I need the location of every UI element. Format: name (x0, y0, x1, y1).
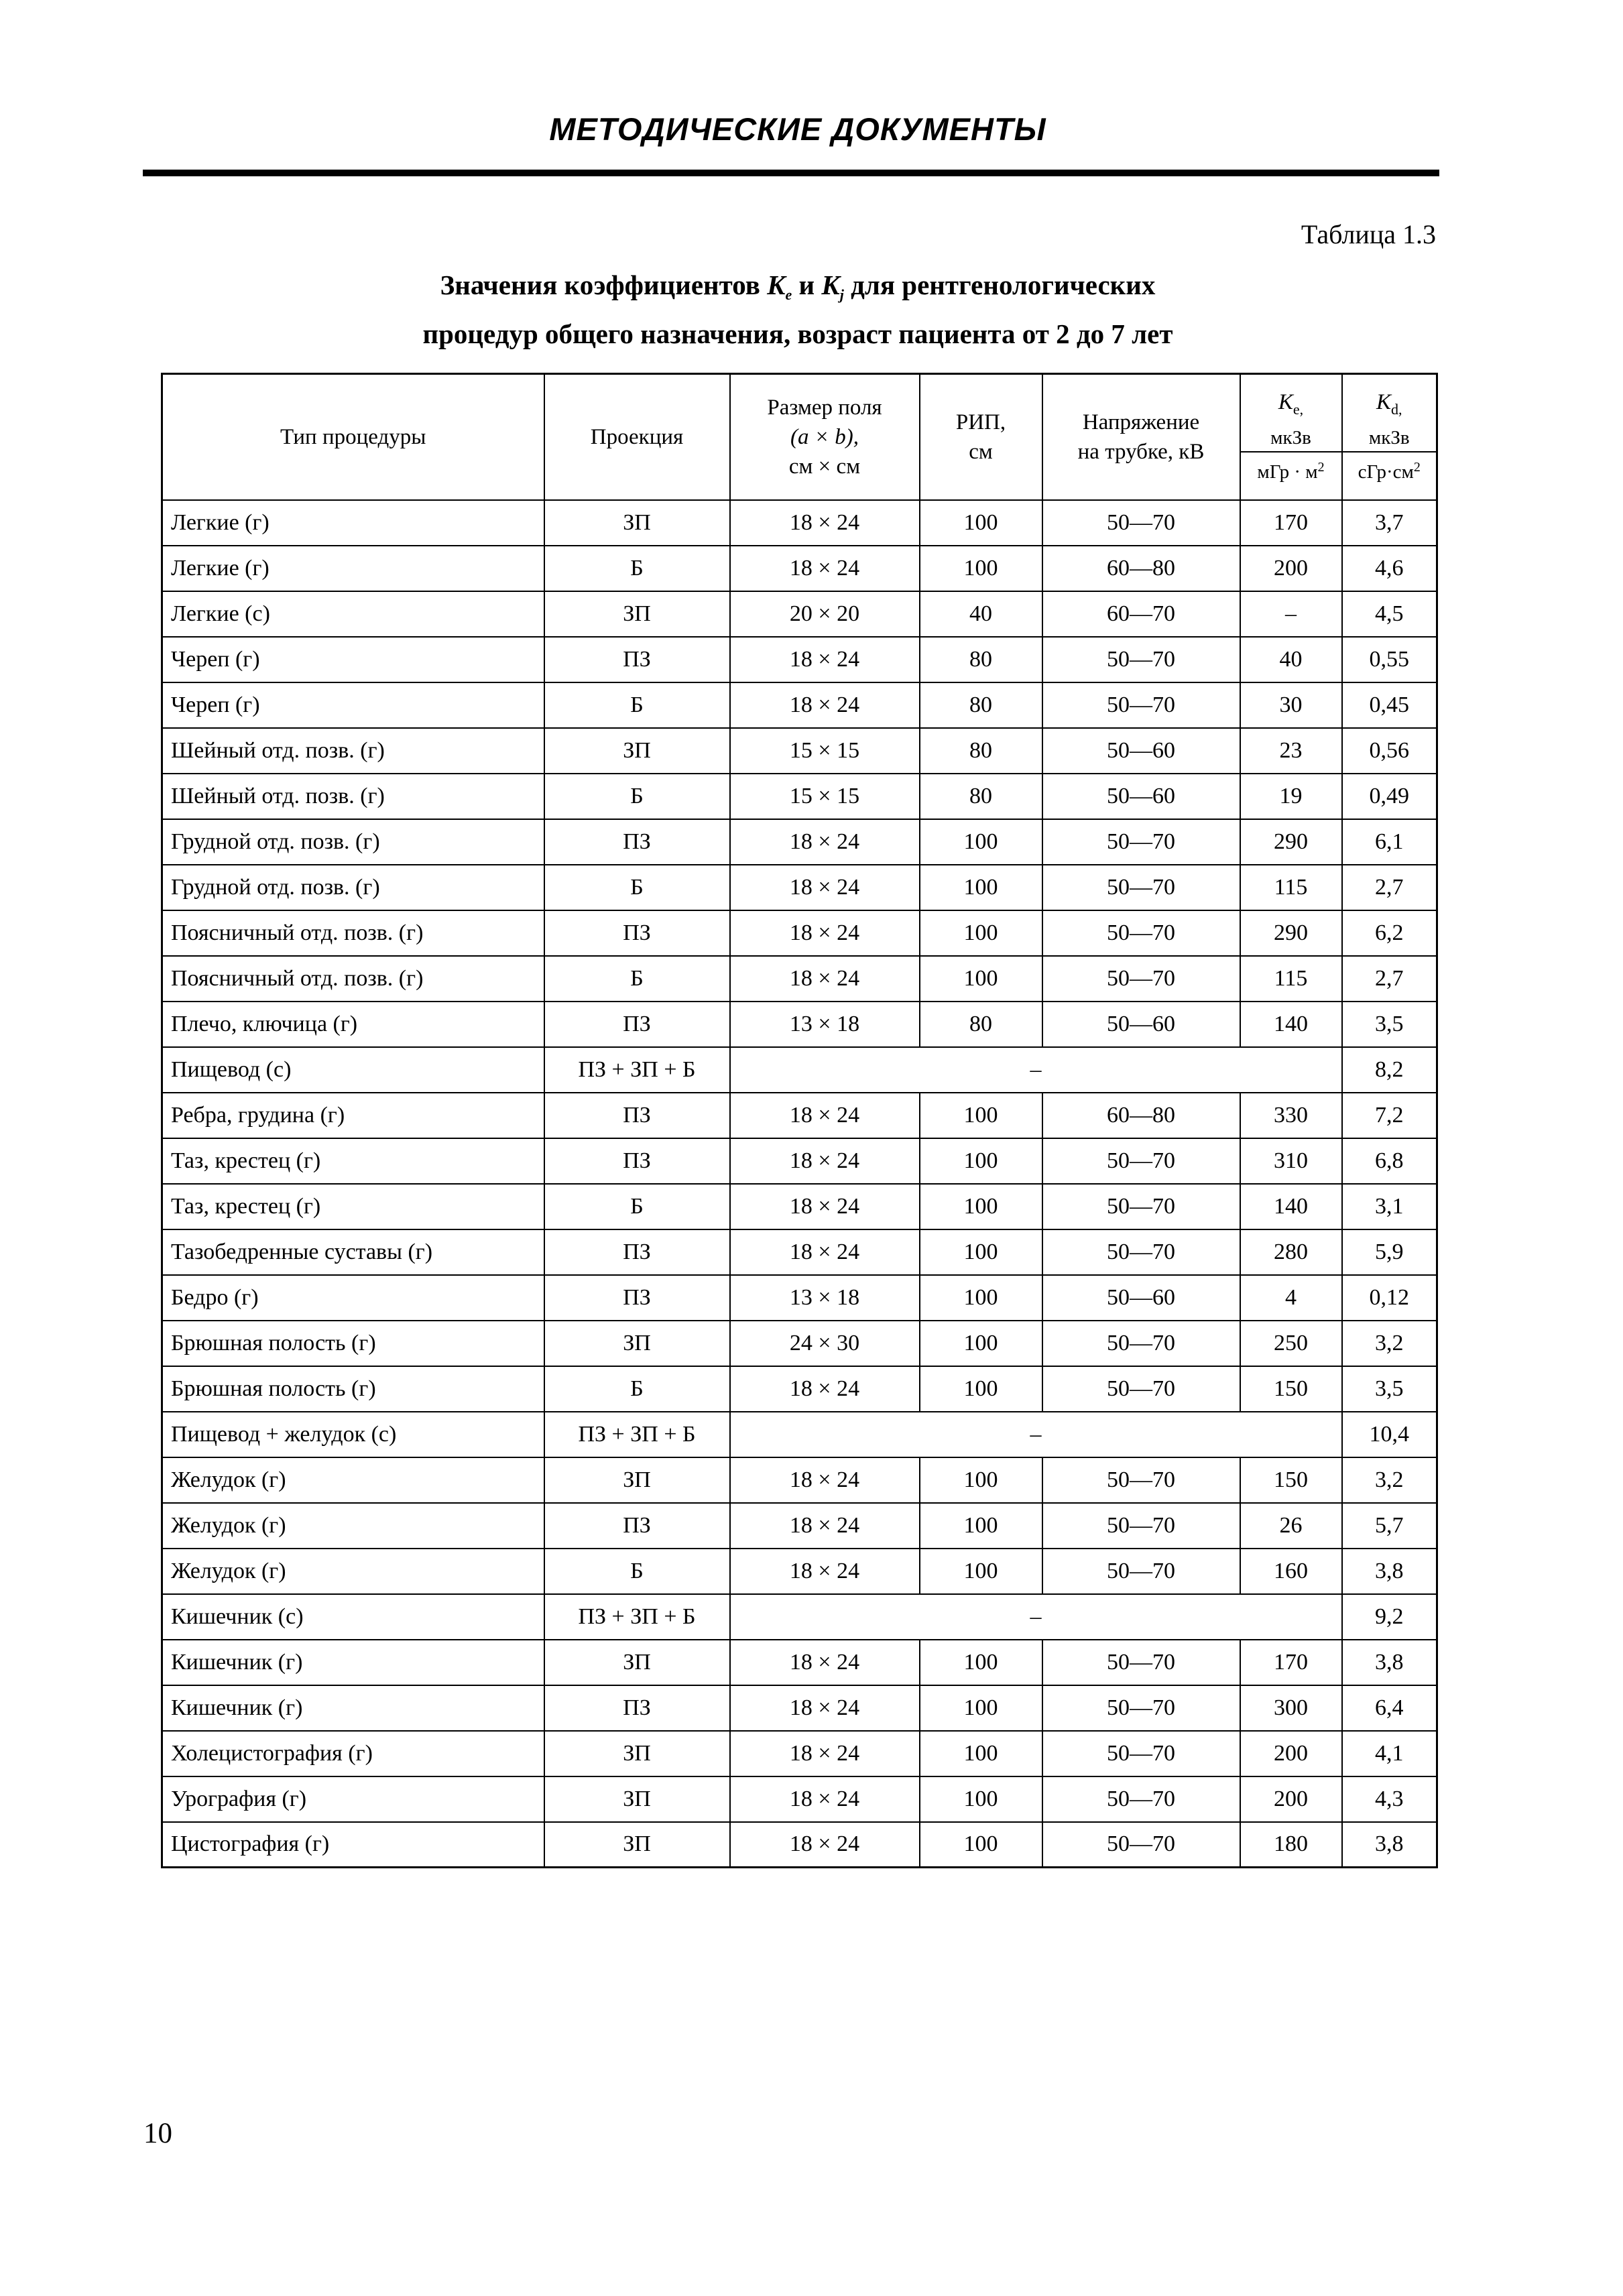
procedure-cell: Желудок (г) (162, 1457, 544, 1503)
table-cell: ПЗ (544, 1229, 730, 1275)
procedure-cell: Кишечник (г) (162, 1685, 544, 1731)
table-cell: ЗП (544, 1731, 730, 1776)
table-header (162, 374, 1437, 500)
table-cell: 100 (920, 1138, 1042, 1184)
table-cell: 50—70 (1042, 1503, 1240, 1549)
table-cell: 4,6 (1342, 546, 1437, 591)
table-cell: ЗП (544, 728, 730, 774)
table-cell: 290 (1240, 910, 1342, 956)
table-cell: 0,49 (1342, 774, 1437, 819)
table-cell: 50—70 (1042, 1366, 1240, 1412)
table-cell: 100 (920, 500, 1042, 546)
table-cell: ЗП (544, 1321, 730, 1366)
table-cell: 50—70 (1042, 1685, 1240, 1731)
table-cell: 20 × 20 (730, 591, 920, 637)
table-cell: 100 (920, 865, 1042, 910)
table-cell: 18 × 24 (730, 682, 920, 728)
table-row (162, 1275, 1437, 1321)
table-row (162, 1184, 1437, 1229)
table-cell: 4,5 (1342, 591, 1437, 637)
table-cell: 50—70 (1042, 682, 1240, 728)
table-cell: 13 × 18 (730, 1002, 920, 1047)
table-cell: 60—80 (1042, 546, 1240, 591)
table-cell: 60—80 (1042, 1093, 1240, 1138)
table-cell: 8,2 (1342, 1047, 1437, 1093)
table-row (162, 728, 1437, 774)
table-row (162, 1093, 1437, 1138)
table-cell: Б (544, 865, 730, 910)
table-cell: ЗП (544, 1457, 730, 1503)
table-cell: ПЗ (544, 1685, 730, 1731)
table-row (162, 1822, 1437, 1868)
table-cell: 60—70 (1042, 591, 1240, 637)
procedure-cell: Ребра, грудина (г) (162, 1093, 544, 1138)
table-row (162, 1366, 1437, 1412)
table-cell: 18 × 24 (730, 956, 920, 1002)
procedure-cell: Брюшная полость (г) (162, 1366, 544, 1412)
table-row (162, 1138, 1437, 1184)
table-cell: 150 (1240, 1366, 1342, 1412)
table-row (162, 1640, 1437, 1685)
table-cell: 200 (1240, 1731, 1342, 1776)
table-cell: ПЗ + ЗП + Б (544, 1594, 730, 1640)
rip-line1: РИП, (955, 410, 1006, 434)
procedure-cell: Пищевод + желудок (с) (162, 1412, 544, 1457)
table-cell: 10,4 (1342, 1412, 1437, 1457)
table-cell: 50—70 (1042, 1640, 1240, 1685)
table-row (162, 774, 1437, 819)
table-cell: Б (544, 956, 730, 1002)
table-row (162, 591, 1437, 637)
table-cell: 3,2 (1342, 1457, 1437, 1503)
col-header-voltage (1042, 374, 1240, 500)
kd-header-fraction (1343, 375, 1437, 499)
table-cell: 50—70 (1042, 1184, 1240, 1229)
table-cell: 23 (1240, 728, 1342, 774)
table-cell: 100 (920, 956, 1042, 1002)
table-row (162, 865, 1437, 910)
table-row (162, 1457, 1437, 1503)
table-cell: ЗП (544, 1822, 730, 1868)
table-cell: 6,8 (1342, 1138, 1437, 1184)
table-cell: 18 × 24 (730, 1457, 920, 1503)
table-row (162, 1776, 1437, 1822)
table-cell: 50—70 (1042, 910, 1240, 956)
table-cell: 170 (1240, 1640, 1342, 1685)
table-cell: 100 (920, 1776, 1042, 1822)
table-cell: 3,5 (1342, 1366, 1437, 1412)
table-cell: 3,8 (1342, 1640, 1437, 1685)
table-cell: 4 (1240, 1275, 1342, 1321)
col-header-kd (1342, 374, 1437, 500)
procedure-cell: Легкие (с) (162, 591, 544, 637)
procedure-cell: Поясничный отд. позв. (г) (162, 910, 544, 956)
table-cell: – (1240, 591, 1342, 637)
table-cell: Б (544, 1184, 730, 1229)
table-row (162, 637, 1437, 682)
table-cell: 0,56 (1342, 728, 1437, 774)
table-cell: 100 (920, 546, 1042, 591)
table-cell: 18 × 24 (730, 1822, 920, 1868)
table-cell: 80 (920, 1002, 1042, 1047)
table-number-label: Таблица 1.3 (1301, 219, 1436, 249)
procedure-cell: Кишечник (с) (162, 1594, 544, 1640)
table-cell: ПЗ (544, 819, 730, 865)
table-cell: 100 (920, 1366, 1042, 1412)
table-cell: 18 × 24 (730, 1138, 920, 1184)
procedure-cell: Плечо, ключица (г) (162, 1002, 544, 1047)
procedure-cell: Грудной отд. позв. (г) (162, 865, 544, 910)
table-cell: 18 × 24 (730, 1685, 920, 1731)
table-cell: 24 × 30 (730, 1321, 920, 1366)
table-cell: 0,55 (1342, 637, 1437, 682)
table-row (162, 1685, 1437, 1731)
table-cell: 50—70 (1042, 637, 1240, 682)
table-row (162, 500, 1437, 546)
table-row (162, 1002, 1437, 1047)
table-cell: Б (544, 1549, 730, 1594)
table-cell: 2,7 (1342, 956, 1437, 1002)
table-cell: 300 (1240, 1685, 1342, 1731)
document-section-header: МЕТОДИЧЕСКИЕ ДОКУМЕНТЫ (549, 111, 1046, 147)
ke-header-fraction (1241, 375, 1341, 499)
table-cell: 80 (920, 637, 1042, 682)
table-cell: 100 (920, 1229, 1042, 1275)
procedure-cell: Таз, крестец (г) (162, 1138, 544, 1184)
table-cell: 50—70 (1042, 1138, 1240, 1184)
table-row (162, 910, 1437, 956)
field-size-line3: см × см (788, 454, 861, 479)
table-cell: 18 × 24 (730, 1640, 920, 1685)
table-cell: 310 (1240, 1138, 1342, 1184)
table-cell: 50—60 (1042, 1002, 1240, 1047)
table-row (162, 1594, 1437, 1640)
table-cell: ЗП (544, 1776, 730, 1822)
table-cell: 160 (1240, 1549, 1342, 1594)
table-cell: 18 × 24 (730, 500, 920, 546)
procedure-cell: Череп (г) (162, 682, 544, 728)
table-cell: 40 (920, 591, 1042, 637)
table-cell: ЗП (544, 500, 730, 546)
table-cell: 200 (1240, 546, 1342, 591)
ke-denominator: мГр · $м^2$ (1241, 451, 1341, 487)
table-cell: ЗП (544, 1640, 730, 1685)
table-cell: 50—70 (1042, 956, 1240, 1002)
table-cell: 100 (920, 1184, 1042, 1229)
table-cell: 13 × 18 (730, 1275, 920, 1321)
table-cell: 3,1 (1342, 1184, 1437, 1229)
voltage-line2: на трубке, кВ (1077, 439, 1205, 464)
table-cell: 26 (1240, 1503, 1342, 1549)
table-body (162, 500, 1437, 1868)
table-cell: 18 × 24 (730, 1229, 920, 1275)
table-row (162, 956, 1437, 1002)
table-cell: 7,2 (1342, 1093, 1437, 1138)
table-cell: 140 (1240, 1002, 1342, 1047)
table-cell: 18 × 24 (730, 910, 920, 956)
table-cell: 50—70 (1042, 1549, 1240, 1594)
table-cell: 18 × 24 (730, 1731, 920, 1776)
header-row (162, 374, 1437, 500)
table-cell: 18 × 24 (730, 546, 920, 591)
table-cell: ПЗ (544, 1002, 730, 1047)
table-cell: ПЗ (544, 1503, 730, 1549)
table-cell: 9,2 (1342, 1594, 1437, 1640)
table-cell: 200 (1240, 1776, 1342, 1822)
table-cell: 170 (1240, 500, 1342, 546)
table-cell: 18 × 24 (730, 865, 920, 910)
table-cell: 15 × 15 (730, 728, 920, 774)
table-cell: 50—70 (1042, 1229, 1240, 1275)
table-cell: 6,1 (1342, 819, 1437, 865)
col-header-ke (1240, 374, 1342, 500)
procedure-cell: Легкие (г) (162, 546, 544, 591)
table-cell: 180 (1240, 1822, 1342, 1868)
table-cell: 18 × 24 (730, 1366, 920, 1412)
table-cell: 100 (920, 1503, 1042, 1549)
table-row (162, 819, 1437, 865)
table-cell: Б (544, 682, 730, 728)
table-cell: 6,4 (1342, 1685, 1437, 1731)
table-cell: 18 × 24 (730, 819, 920, 865)
table-cell: Б (544, 1366, 730, 1412)
table-cell: 50—70 (1042, 500, 1240, 546)
table-cell: 3,2 (1342, 1321, 1437, 1366)
document-title (107, 265, 1488, 353)
table-cell: 4,3 (1342, 1776, 1437, 1822)
table-cell: 100 (920, 1321, 1042, 1366)
table-cell: 80 (920, 682, 1042, 728)
table-cell: 100 (920, 1731, 1042, 1776)
table-cell: 50—70 (1042, 1776, 1240, 1822)
coefficients-table (161, 373, 1438, 1868)
table-cell: 50—60 (1042, 774, 1240, 819)
title-line2: процедур общего назначения, возраст пациента от 2 до 7 лет (422, 318, 1173, 349)
table-cell: – (730, 1594, 1342, 1640)
field-size-line2: (a × b), (790, 424, 859, 449)
procedure-cell: Пищевод (с) (162, 1047, 544, 1093)
table-row (162, 1412, 1437, 1457)
table-row (162, 682, 1437, 728)
table-cell: 100 (920, 1457, 1042, 1503)
procedure-cell: Желудок (г) (162, 1503, 544, 1549)
table-cell: 18 × 24 (730, 1503, 920, 1549)
table-cell: 4,1 (1342, 1731, 1437, 1776)
ke-symbol: $K_{e,}$ (1278, 389, 1304, 418)
kd-symbol: $K_{d,}$ (1376, 389, 1402, 418)
voltage-line1: Напряжение (1082, 410, 1200, 434)
table-cell: 5,7 (1342, 1503, 1437, 1549)
procedure-cell: Шейный отд. позв. (г) (162, 774, 544, 819)
table-cell: 280 (1240, 1229, 1342, 1275)
table-cell: 50—70 (1042, 1321, 1240, 1366)
table-cell: 150 (1240, 1457, 1342, 1503)
table-cell: 100 (920, 1275, 1042, 1321)
table-cell: 50—70 (1042, 1731, 1240, 1776)
ke-numerator: мкЗв (1270, 426, 1311, 448)
procedure-cell: Череп (г) (162, 637, 544, 682)
procedure-cell: Цистография (г) (162, 1822, 544, 1868)
table-cell: 80 (920, 728, 1042, 774)
table-row (162, 1731, 1437, 1776)
table-cell: 330 (1240, 1093, 1342, 1138)
table-cell: 50—70 (1042, 819, 1240, 865)
table-cell: 140 (1240, 1184, 1342, 1229)
table-row (162, 1549, 1437, 1594)
table-cell: 100 (920, 1093, 1042, 1138)
procedure-cell: Желудок (г) (162, 1549, 544, 1594)
table-cell: Б (544, 546, 730, 591)
table-cell: 100 (920, 910, 1042, 956)
table-cell: 100 (920, 1549, 1042, 1594)
procedure-cell: Тазобедренные суставы (г) (162, 1229, 544, 1275)
table-cell: 50—70 (1042, 1822, 1240, 1868)
table-cell: 3,7 (1342, 500, 1437, 546)
header-divider-rule (143, 170, 1439, 176)
table-cell: ПЗ (544, 910, 730, 956)
field-size-line1: Размер поля (767, 395, 882, 420)
table-cell: – (730, 1047, 1342, 1093)
table-row (162, 546, 1437, 591)
col-header-rip (920, 374, 1042, 500)
table-cell: 100 (920, 1685, 1042, 1731)
table-cell: 0,12 (1342, 1275, 1437, 1321)
col-header-field-size (730, 374, 920, 500)
procedure-cell: Брюшная полость (г) (162, 1321, 544, 1366)
page-number: 10 (143, 2118, 172, 2149)
title-line1: Значения коэффициентов $K_e$ и $K_j$ для рентгенологических (440, 269, 1156, 303)
table-cell: 18 × 24 (730, 1184, 920, 1229)
table-cell: 290 (1240, 819, 1342, 865)
table-cell: 18 × 24 (730, 1093, 920, 1138)
table-cell: – (730, 1412, 1342, 1457)
table-cell: 3,5 (1342, 1002, 1437, 1047)
procedure-cell: Кишечник (г) (162, 1640, 544, 1685)
procedure-cell: Шейный отд. позв. (г) (162, 728, 544, 774)
table-cell: ПЗ (544, 1275, 730, 1321)
table-cell: Б (544, 774, 730, 819)
table-row (162, 1321, 1437, 1366)
table-cell: 100 (920, 1822, 1042, 1868)
procedure-cell: Легкие (г) (162, 500, 544, 546)
table-cell: 115 (1240, 865, 1342, 910)
table-cell: ПЗ (544, 1093, 730, 1138)
table-cell: 30 (1240, 682, 1342, 728)
table-cell: 40 (1240, 637, 1342, 682)
procedure-cell: Холецистография (г) (162, 1731, 544, 1776)
procedure-cell: Поясничный отд. позв. (г) (162, 956, 544, 1002)
table-cell: 100 (920, 1640, 1042, 1685)
table-cell: 6,2 (1342, 910, 1437, 956)
data-table-container (161, 373, 1436, 1868)
table-cell: ПЗ + ЗП + Б (544, 1412, 730, 1457)
procedure-cell: Грудной отд. позв. (г) (162, 819, 544, 865)
table-cell: 80 (920, 774, 1042, 819)
table-row (162, 1503, 1437, 1549)
table-cell: 15 × 15 (730, 774, 920, 819)
table-cell: 2,7 (1342, 865, 1437, 910)
table-cell: 0,45 (1342, 682, 1437, 728)
table-cell: 3,8 (1342, 1549, 1437, 1594)
table-cell: 50—60 (1042, 728, 1240, 774)
table-cell: 50—60 (1042, 1275, 1240, 1321)
procedure-cell: Бедро (г) (162, 1275, 544, 1321)
table-cell: 18 × 24 (730, 1776, 920, 1822)
procedure-cell: Урография (г) (162, 1776, 544, 1822)
table-cell: 19 (1240, 774, 1342, 819)
procedure-cell: Таз, крестец (г) (162, 1184, 544, 1229)
table-cell: ПЗ + ЗП + Б (544, 1047, 730, 1093)
table-cell: ЗП (544, 591, 730, 637)
table-cell: 5,9 (1342, 1229, 1437, 1275)
table-cell: 100 (920, 819, 1042, 865)
col-header-projection: Проекция (544, 374, 730, 500)
table-row (162, 1047, 1437, 1093)
table-cell: 50—70 (1042, 865, 1240, 910)
table-cell: 18 × 24 (730, 1549, 920, 1594)
table-cell: 250 (1240, 1321, 1342, 1366)
table-cell: ПЗ (544, 1138, 730, 1184)
col-header-procedure: Тип процедуры (162, 374, 544, 500)
kd-numerator: мкЗв (1368, 426, 1410, 448)
rip-line2: см (969, 439, 993, 464)
table-cell: 115 (1240, 956, 1342, 1002)
table-cell: 50—70 (1042, 1457, 1240, 1503)
table-cell: ПЗ (544, 637, 730, 682)
kd-denominator: $сГр\cdot см^2$ (1343, 451, 1437, 487)
table-cell: 18 × 24 (730, 637, 920, 682)
table-row (162, 1229, 1437, 1275)
table-cell: 3,8 (1342, 1822, 1437, 1868)
